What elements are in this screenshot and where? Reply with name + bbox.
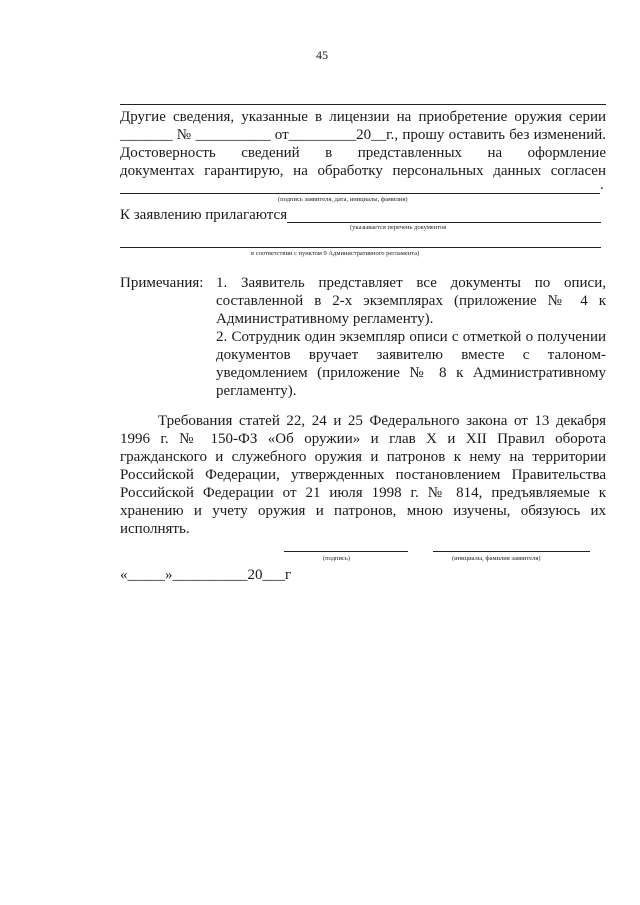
requirements-line-5: Российской Федерации от 21 июля 1998 г. № 814, предъявляемые к [120,485,606,501]
attachments-caption-1: (указывается перечень документов [350,224,447,231]
attachments-line-2 [120,247,601,248]
note-2-line-3: уведомлением (приложение № 8 к Административному [216,365,606,381]
consent-signature-line [120,193,600,194]
note-1-line-3: Административному регламенту). [216,311,434,327]
requirements-line-2: 1996 г. № 150-ФЗ «Об оружии» и глав X и XII Правил оборота [120,431,606,447]
consent-caption: (подпись заявителя, дата, инициалы, фамилия) [278,196,408,203]
attachments-caption-2: в соответствии с пунктом 9 Административного регламента) [251,250,420,257]
signature-caption: (подпись) [323,555,350,562]
intro-line-2: _______ № __________ от_________20__г., прошу оставить без изменений. [120,127,606,143]
consent-line-end: . [600,177,604,193]
top-rule [120,104,606,105]
note-2-line-2: документов вручает заявителю вместе с талоном- [216,347,606,363]
note-2-line-1: 2. Сотрудник один экземпляр описи с отметкой о получении [216,329,606,345]
intro-line-3: Достоверность сведений в представленных на оформление [120,145,606,161]
note-2-line-4: регламенту). [216,383,297,399]
intro-line-1: Другие сведения, указанные в лицензии на приобретение оружия серии [120,109,606,125]
date-line: «_____»__________20___г [120,567,292,583]
requirements-line-7: исполнять. [120,521,190,537]
intro-line-4: документах гарантирую, на обработку персональных данных согласен [120,163,606,179]
requirements-line-6: хранению и учету оружия и патронов, мною изучены, обязуюсь их [120,503,606,519]
note-1-line-2: составленной в 2-х экземплярах (приложение № 4 к [216,293,606,309]
name-caption: (инициалы, фамилия заявителя) [452,555,541,562]
requirements-line-4: Российской Федерации, утвержденных постановлением Правительства [120,467,606,483]
attachments-line-1 [287,222,601,223]
name-line [433,551,590,552]
requirements-line-1: Требования статей 22, 24 и 25 Федерального закона от 13 декабря [158,413,606,429]
attachments-label: К заявлению прилагаются [120,207,288,223]
signature-line [284,551,408,552]
note-1-line-1: 1. Заявитель представляет все документы по описи, [216,275,606,291]
notes-label: Примечания: [120,275,204,291]
requirements-line-3: гражданского и служебного оружия и патронов к нему на территории [120,449,606,465]
page-number: 45 [316,48,328,62]
